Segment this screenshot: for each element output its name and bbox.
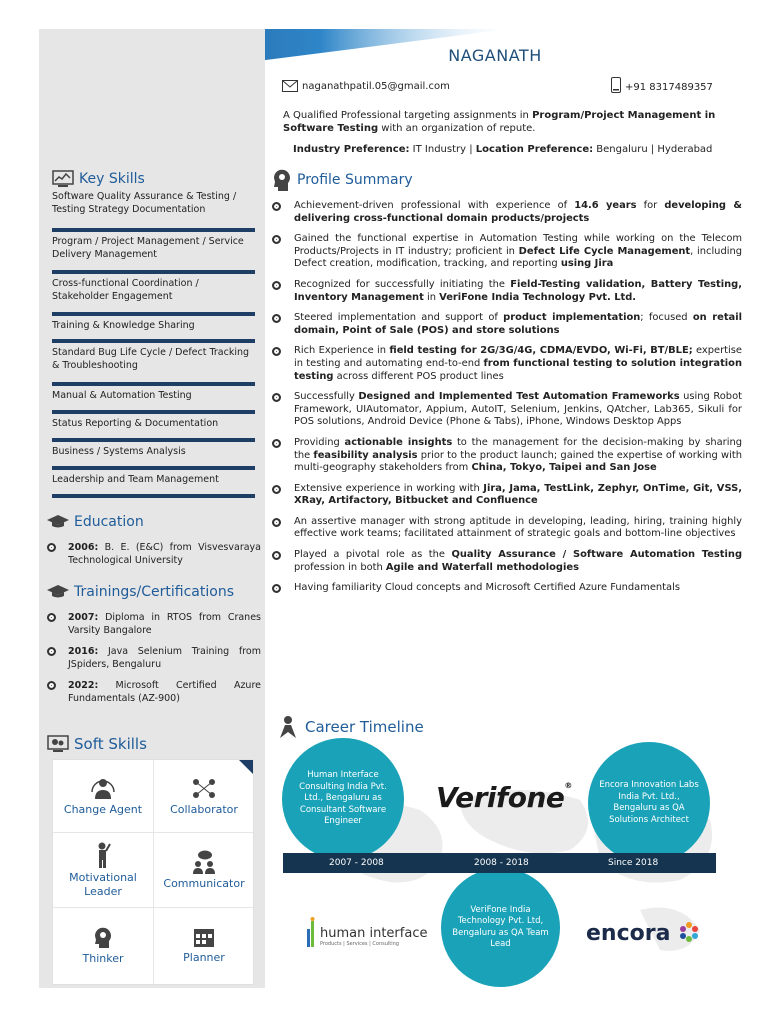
bullet-icon	[47, 543, 56, 552]
key-skill-divider	[52, 438, 255, 442]
summary-item: Played a pivotal role as the Quality Assurance / Software Automation Testing profession in both Agile and Waterfall methodologies	[272, 549, 742, 574]
list-item: 2007: Diploma in RTOS from Cranes Varsity Bangalore	[47, 611, 261, 637]
education-heading: Education	[47, 514, 144, 530]
summary-item: Steered implementation and support of product implementation; focused on retail domain, Point of Sale (POS) and store solutions	[272, 312, 742, 337]
list-item: 2016: Java Selenium Training from JSpiders, Bengaluru	[47, 645, 261, 671]
summary-item: An assertive manager with strong aptitude in developing, leading, hiring, training highly effective work teams; facilitated attainment of strategic goals and bottom-line objectives	[272, 516, 742, 541]
bullet-icon	[272, 584, 281, 593]
graduation-cap-icon	[47, 585, 69, 599]
soft-skill-thinker: Thinker	[53, 908, 153, 982]
key-skill-divider	[52, 339, 255, 343]
bullet-icon	[272, 551, 281, 560]
head-gear-icon	[91, 925, 115, 949]
trainings-heading: Trainings/Certifications	[47, 584, 234, 600]
gears-icon	[47, 735, 69, 753]
speech-people-icon	[191, 850, 217, 874]
people-icon	[90, 778, 116, 800]
profile-summary-list	[272, 200, 742, 603]
phone-icon	[611, 77, 621, 93]
summary-item: Rich Experience in field testing for 2G/3G/4G, CDMA/EVDO, Wi-Fi, BT/BLE; expertise in testing and automating end-to-end from functional testing to solution integration testing across different POS product lines	[272, 345, 742, 383]
soft-skill-motivational-leader: Motivational Leader	[53, 833, 153, 907]
timeline-circle-encora: Encora Innovation Labs India Pvt. Ltd., Bengaluru as QA Solutions Architect	[588, 742, 710, 864]
verifone-logo: Verifone®	[436, 781, 572, 814]
key-skill-item: Training & Knowledge Sharing	[52, 320, 195, 331]
preferences: Industry Preference: IT Industry | Location Preference: Bengaluru | Hyderabad	[293, 144, 713, 155]
key-skill-divider	[52, 270, 255, 274]
encora-flower-icon	[678, 921, 700, 943]
key-skill-divider	[52, 382, 255, 386]
bullet-icon	[272, 393, 281, 402]
bullet-icon	[272, 518, 281, 527]
key-skill-item: Software Quality Assurance & Testing / Testing Strategy Documentation	[52, 191, 237, 215]
soft-skill-change-agent: Change Agent	[53, 760, 153, 834]
soft-skills-grid	[52, 759, 254, 985]
bullet-icon	[272, 235, 281, 244]
timeline-period-3: Since 2018	[608, 858, 659, 868]
soft-skill-communicator: Communicator	[154, 833, 254, 907]
education-list	[47, 541, 261, 575]
calendar-icon	[193, 926, 215, 948]
bullet-icon	[47, 647, 56, 656]
head-bulb-icon	[272, 168, 292, 192]
trainings-list	[47, 611, 261, 713]
network-people-icon	[191, 778, 217, 800]
profile-summary-heading: Profile Summary	[272, 168, 413, 192]
encora-logo: encora	[586, 921, 700, 946]
bullet-icon	[47, 681, 56, 690]
timeline-period-1: 2007 - 2008	[329, 858, 384, 868]
summary-item: Having familiarity Cloud concepts and Microsoft Certified Azure Fundamentals	[272, 582, 742, 595]
phone-contact	[611, 77, 713, 93]
soft-skill-planner: Planner	[154, 908, 254, 982]
graduation-cap-icon	[47, 515, 69, 529]
human-interface-mark-icon	[307, 917, 317, 947]
key-skill-divider	[52, 228, 255, 232]
bullet-icon	[272, 439, 281, 448]
list-item: 2022: Microsoft Certified Azure Fundamentals (AZ-900)	[47, 679, 261, 705]
summary-item: Recognized for successfully initiating the Field-Testing validation, Battery Testing, Inventory Management in VeriFone India Technology Pvt. Ltd.	[272, 279, 742, 304]
leader-icon	[93, 842, 113, 868]
objective: A Qualified Professional targeting assignments in Program/Project Management in Software Testing with an organization of repute.	[283, 110, 716, 134]
summary-item: Providing actionable insights to the management for the decision-making by sharing the feasibility analysis prior to the product launch; gained the expertise of working with multi-geography stakeholders from China, Tokyo, Taipei and San Jose	[272, 437, 742, 475]
human-interface-logo: human interface Products | Services | Consulting	[307, 917, 427, 947]
key-skill-divider	[52, 410, 255, 414]
key-skill-item: Standard Bug Life Cycle / Defect Tracking & Troubleshooting	[52, 347, 250, 371]
key-skill-item: Manual & Automation Testing	[52, 390, 192, 401]
key-skill-item: Leadership and Team Management	[52, 474, 219, 485]
email-contact	[282, 80, 450, 92]
soft-skills-heading: Soft Skills	[47, 735, 147, 753]
phone-text: +91 8317489357	[625, 81, 713, 93]
key-skill-item: Status Reporting & Documentation	[52, 418, 219, 429]
career-timeline-heading: Career Timeline	[276, 716, 424, 738]
list-item: 2006: B. E. (E&C) from Visvesvaraya Technological University	[47, 541, 261, 567]
summary-item: Successfully Designed and Implemented Test Automation Frameworks using Robot Framework, UIAutomator, Appium, AutoIT, Selenium, Jenkins, QAtcher, Lab365, Sikuli for POS solutions, Android Device (Phone & Tabs), iPhone, Windows Desktop Apps	[272, 391, 742, 429]
key-skill-item: Cross-functional Coordination / Stakeholder Engagement	[52, 278, 199, 302]
bullet-icon	[272, 202, 281, 211]
bullet-icon	[272, 347, 281, 356]
monitor-chart-icon	[52, 170, 74, 188]
key-skill-item: Program / Project Management / Service Delivery Management	[52, 236, 244, 260]
bullet-icon	[47, 613, 56, 622]
key-skill-item: Business / Systems Analysis	[52, 446, 186, 457]
key-skill-divider	[52, 466, 255, 470]
summary-item: Extensive experience in working with Jira, Jama, TestLink, Zephyr, OnTime, Git, VSS, XRay, Artifactory, Bitbucket and Confluence	[272, 483, 742, 508]
email-text: naganathpatil.05@gmail.com	[302, 80, 450, 92]
envelope-icon	[282, 80, 298, 92]
key-skills-heading: Key Skills	[52, 170, 145, 188]
bullet-icon	[272, 281, 281, 290]
key-skill-divider	[52, 494, 255, 498]
summary-item: Achievement-driven professional with experience of 14.6 years for developing & delivering cross-functional domain products/projects	[272, 200, 742, 225]
person-network-icon	[276, 716, 300, 738]
key-skill-divider	[52, 312, 255, 316]
candidate-name: NAGANATH	[448, 46, 542, 65]
timeline-circle-verifone: VeriFone India Technology Pvt. Ltd, Bengaluru as QA Team Lead	[441, 868, 560, 987]
timeline-period-2: 2008 - 2018	[474, 858, 529, 868]
bullet-icon	[272, 314, 281, 323]
summary-item: Gained the functional expertise in Automation Testing while working on the Telecom Products/Projects in IT industry; proficient in Defect Life Cycle Management, including Defect creation, modification, tracking, and reporting using Jira	[272, 233, 742, 271]
soft-skill-collaborator: Collaborator	[154, 760, 254, 834]
timeline-circle-human-interface: Human Interface Consulting India Pvt. Ltd., Bengaluru as Consultant Software Engineer	[282, 738, 404, 860]
bullet-icon	[272, 485, 281, 494]
